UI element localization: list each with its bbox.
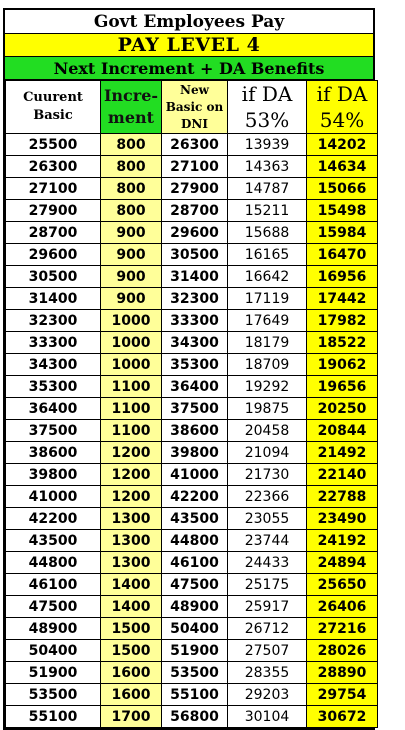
cell-da-54: 24192 [307,530,378,552]
cell-da-54: 21492 [307,442,378,464]
cell-da-54: 22140 [307,464,378,486]
cell-current-basic: 25500 [6,134,101,156]
cell-current-basic: 32300 [6,310,101,332]
cell-current-basic: 31400 [6,288,101,310]
cell-da-54: 27216 [307,618,378,640]
cell-increment: 1200 [101,442,162,464]
cell-current-basic: 41000 [6,486,101,508]
cell-da-53: 18179 [228,332,307,354]
header-incr-line1: Incre- [103,86,159,105]
cell-new-basic: 53500 [162,662,228,684]
cell-da-53: 14787 [228,178,307,200]
cell-increment: 1100 [101,420,162,442]
header-da53-line1: if DA [241,82,293,106]
cell-da-53: 28355 [228,662,307,684]
header-basic-line1: Cuurent [23,90,83,105]
cell-new-basic: 37500 [162,398,228,420]
cell-da-53: 19875 [228,398,307,420]
cell-da-54: 15984 [307,222,378,244]
cell-increment: 900 [101,288,162,310]
cell-da-53: 30104 [228,706,307,728]
header-new-basic [162,81,228,134]
cell-increment: 800 [101,200,162,222]
pay-table-sheet [3,8,375,730]
cell-current-basic: 53500 [6,684,101,706]
cell-current-basic: 46100 [6,574,101,596]
cell-current-basic: 30500 [6,266,101,288]
table-row [6,332,378,354]
header-incr-line2: ment [107,108,155,127]
cell-da-54: 17442 [307,288,378,310]
cell-da-53: 18709 [228,354,307,376]
cell-da-53: 25175 [228,574,307,596]
cell-increment: 800 [101,156,162,178]
cell-increment: 1700 [101,706,162,728]
cell-da-53: 26712 [228,618,307,640]
subtitle-banner: Next Increment + DA Benefits [5,57,373,80]
cell-increment: 1200 [101,486,162,508]
cell-increment: 1600 [101,662,162,684]
cell-da-54: 30672 [307,706,378,728]
cell-increment: 1400 [101,574,162,596]
cell-new-basic: 28700 [162,200,228,222]
table-row [6,398,378,420]
table-row [6,200,378,222]
cell-current-basic: 55100 [6,706,101,728]
cell-current-basic: 38600 [6,442,101,464]
table-body [6,134,378,728]
cell-da-54: 19656 [307,376,378,398]
cell-new-basic: 50400 [162,618,228,640]
cell-da-54: 20844 [307,420,378,442]
cell-da-53: 15688 [228,222,307,244]
table-row [6,288,378,310]
cell-increment: 1300 [101,552,162,574]
cell-da-53: 24433 [228,552,307,574]
table-row [6,354,378,376]
table-row [6,222,378,244]
cell-current-basic: 29600 [6,244,101,266]
cell-new-basic: 46100 [162,552,228,574]
cell-new-basic: 32300 [162,288,228,310]
cell-current-basic: 28700 [6,222,101,244]
header-da53-line2: 53% [244,108,290,132]
table-row [6,178,378,200]
header-increment [101,81,162,134]
cell-da-54: 28890 [307,662,378,684]
cell-da-54: 26406 [307,596,378,618]
cell-da-54: 17982 [307,310,378,332]
cell-increment: 1300 [101,530,162,552]
cell-da-53: 15211 [228,200,307,222]
cell-da-53: 20458 [228,420,307,442]
table-row [6,640,378,662]
cell-new-basic: 30500 [162,244,228,266]
cell-current-basic: 47500 [6,596,101,618]
table-row [6,596,378,618]
header-da-54 [307,81,378,134]
cell-new-basic: 51900 [162,640,228,662]
table-row [6,662,378,684]
cell-da-53: 23744 [228,530,307,552]
cell-da-53: 21730 [228,464,307,486]
cell-current-basic: 51900 [6,662,101,684]
title-banner: Govt Employees Pay [5,10,373,34]
cell-increment: 900 [101,244,162,266]
table-row [6,574,378,596]
cell-current-basic: 50400 [6,640,101,662]
cell-increment: 900 [101,222,162,244]
cell-increment: 800 [101,134,162,156]
cell-da-54: 16470 [307,244,378,266]
table-row [6,134,378,156]
cell-new-basic: 27900 [162,178,228,200]
cell-da-54: 14634 [307,156,378,178]
cell-da-54: 29754 [307,684,378,706]
cell-current-basic: 27100 [6,178,101,200]
cell-da-54: 25650 [307,574,378,596]
cell-new-basic: 33300 [162,310,228,332]
cell-current-basic: 39800 [6,464,101,486]
table-row [6,266,378,288]
cell-new-basic: 35300 [162,354,228,376]
table-row [6,376,378,398]
cell-new-basic: 42200 [162,486,228,508]
cell-da-54: 20250 [307,398,378,420]
cell-da-54: 23490 [307,508,378,530]
cell-da-54: 14202 [307,134,378,156]
cell-da-54: 22788 [307,486,378,508]
cell-new-basic: 55100 [162,684,228,706]
cell-current-basic: 33300 [6,332,101,354]
cell-new-basic: 39800 [162,442,228,464]
cell-current-basic: 35300 [6,376,101,398]
header-row [6,81,378,134]
header-da-53 [228,81,307,134]
cell-new-basic: 29600 [162,222,228,244]
header-da54-line1: if DA [316,82,368,106]
cell-da-54: 24894 [307,552,378,574]
cell-new-basic: 41000 [162,464,228,486]
table-row [6,530,378,552]
cell-da-53: 17649 [228,310,307,332]
cell-increment: 1100 [101,376,162,398]
cell-new-basic: 31400 [162,266,228,288]
cell-increment: 1000 [101,332,162,354]
table-row [6,420,378,442]
cell-da-53: 23055 [228,508,307,530]
cell-current-basic: 43500 [6,530,101,552]
cell-new-basic: 48900 [162,596,228,618]
cell-da-53: 14363 [228,156,307,178]
cell-da-54: 15066 [307,178,378,200]
cell-da-54: 16956 [307,266,378,288]
cell-new-basic: 47500 [162,574,228,596]
cell-da-53: 29203 [228,684,307,706]
cell-da-53: 16165 [228,244,307,266]
cell-da-53: 17119 [228,288,307,310]
cell-increment: 1200 [101,464,162,486]
cell-increment: 1000 [101,310,162,332]
table-row [6,486,378,508]
cell-da-53: 16642 [228,266,307,288]
cell-da-53: 27507 [228,640,307,662]
table-row [6,706,378,728]
cell-new-basic: 34300 [162,332,228,354]
table-row [6,684,378,706]
header-new-line1: New [180,82,209,97]
cell-new-basic: 26300 [162,134,228,156]
cell-da-54: 28026 [307,640,378,662]
cell-current-basic: 27900 [6,200,101,222]
cell-new-basic: 27100 [162,156,228,178]
cell-increment: 1000 [101,354,162,376]
table-row [6,156,378,178]
cell-increment: 1100 [101,398,162,420]
cell-increment: 800 [101,178,162,200]
cell-da-53: 22366 [228,486,307,508]
cell-new-basic: 44800 [162,530,228,552]
header-new-line3: DNI [181,116,208,131]
cell-da-53: 25917 [228,596,307,618]
table-row [6,310,378,332]
cell-increment: 1600 [101,684,162,706]
cell-da-53: 21094 [228,442,307,464]
pay-level-banner: PAY LEVEL 4 [5,34,373,57]
cell-current-basic: 44800 [6,552,101,574]
table-row [6,442,378,464]
cell-increment: 1500 [101,640,162,662]
cell-current-basic: 42200 [6,508,101,530]
cell-current-basic: 37500 [6,420,101,442]
cell-current-basic: 48900 [6,618,101,640]
header-da54-line2: 54% [319,108,365,132]
cell-increment: 1300 [101,508,162,530]
cell-current-basic: 34300 [6,354,101,376]
table-row [6,618,378,640]
table-row [6,464,378,486]
table-row [6,508,378,530]
cell-da-54: 15498 [307,200,378,222]
cell-current-basic: 36400 [6,398,101,420]
header-current-basic [6,81,101,134]
cell-increment: 1400 [101,596,162,618]
cell-da-54: 19062 [307,354,378,376]
cell-da-54: 18522 [307,332,378,354]
header-basic-line2: Basic [33,108,73,123]
cell-da-53: 13939 [228,134,307,156]
table-row [6,244,378,266]
cell-increment: 1500 [101,618,162,640]
table-row [6,552,378,574]
pay-table [5,80,378,728]
cell-da-53: 19292 [228,376,307,398]
cell-increment: 900 [101,266,162,288]
cell-new-basic: 56800 [162,706,228,728]
cell-current-basic: 26300 [6,156,101,178]
cell-new-basic: 38600 [162,420,228,442]
cell-new-basic: 43500 [162,508,228,530]
header-new-line2: Basic on [165,99,224,114]
cell-new-basic: 36400 [162,376,228,398]
